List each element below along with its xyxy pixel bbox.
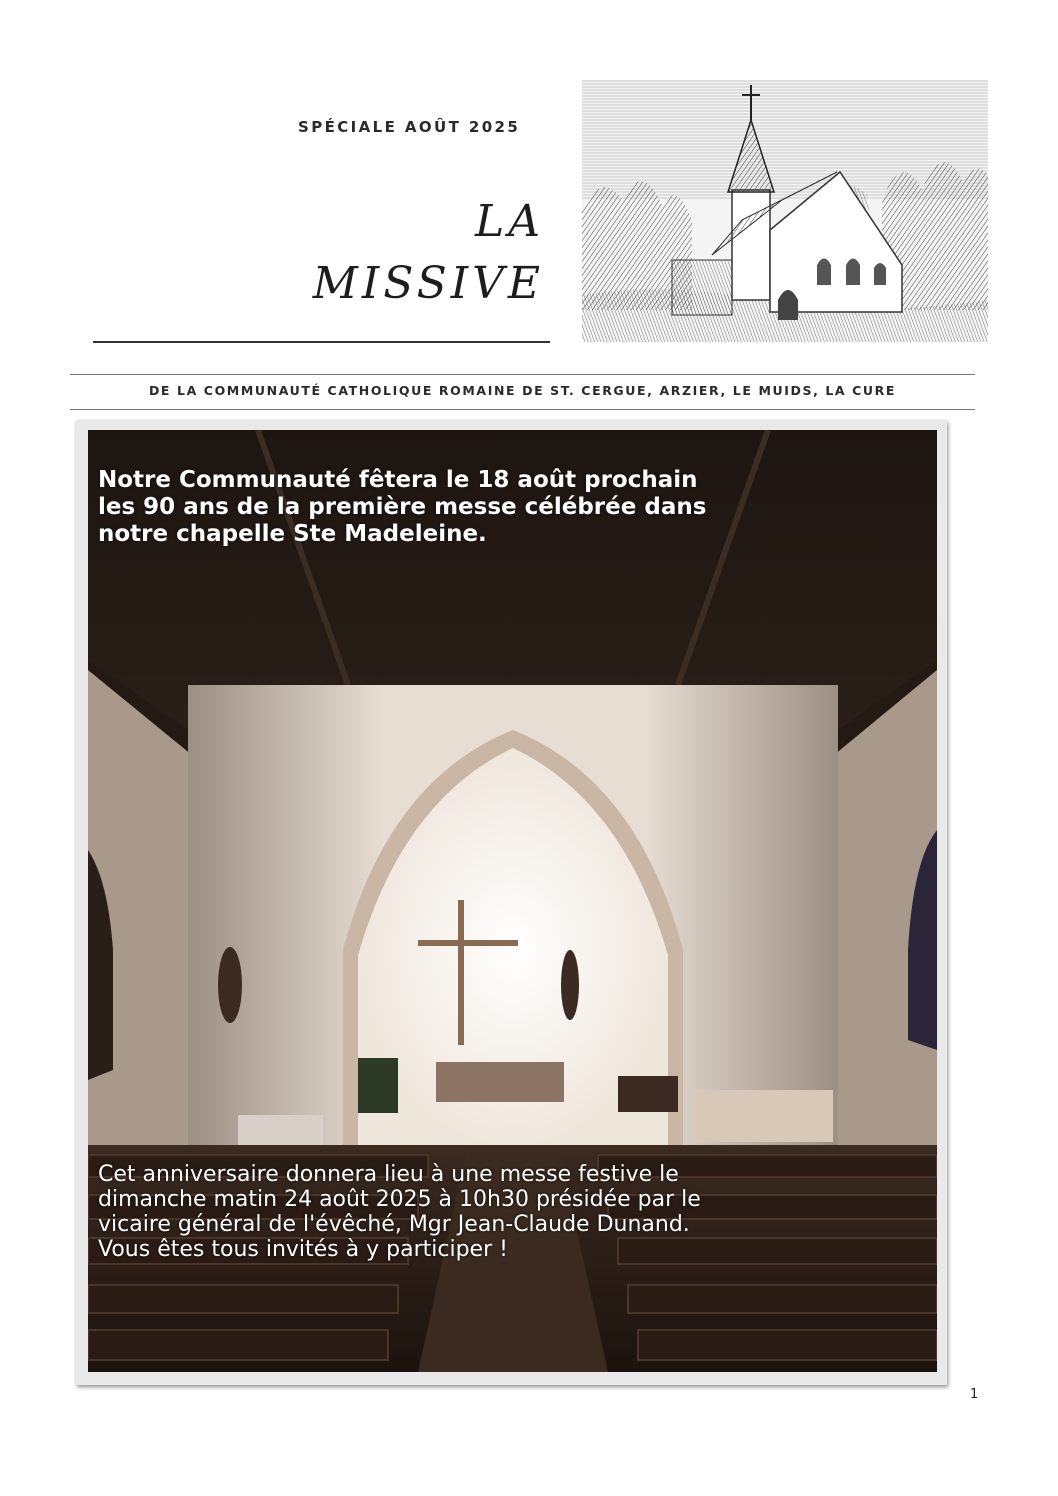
subtitle-rule-top [70,374,975,375]
headline-line: les 90 ans de la première messe célébrée dans [98,494,707,520]
headline-line: notre chapelle Ste Madeleine. [98,521,487,547]
community-subtitle: DE LA COMMUNAUTÉ CATHOLIQUE ROMAINE DE ST. CERGUE, ARZIER, LE MUIDS, LA CURE [148,383,897,398]
title-divider [93,341,550,343]
subtitle-rule-bottom [70,409,975,410]
invite-line: Vous êtes tous invités à y participer ! [98,1237,508,1262]
photo-headline [98,467,858,548]
invite-line: Cet anniversaire donnera lieu à une messe festive le [98,1162,679,1187]
church-engraving-image [582,80,988,342]
invite-line: dimanche matin 24 août 2025 à 10h30 présidée par le [98,1187,701,1212]
headline-line: Notre Communauté fêtera le 18 août prochain [98,467,698,493]
newsletter-title-line2: MISSIVE [312,258,544,309]
edition-label: SPÉCIALE AOÛT 2025 [298,118,521,136]
invite-line: vicaire général de l'évêché, Mgr Jean-Claude Dunand. [98,1212,690,1237]
page-number: 1 [970,1387,979,1402]
photo-invitation [98,1162,898,1262]
newsletter-title-line1: LA [475,196,544,247]
